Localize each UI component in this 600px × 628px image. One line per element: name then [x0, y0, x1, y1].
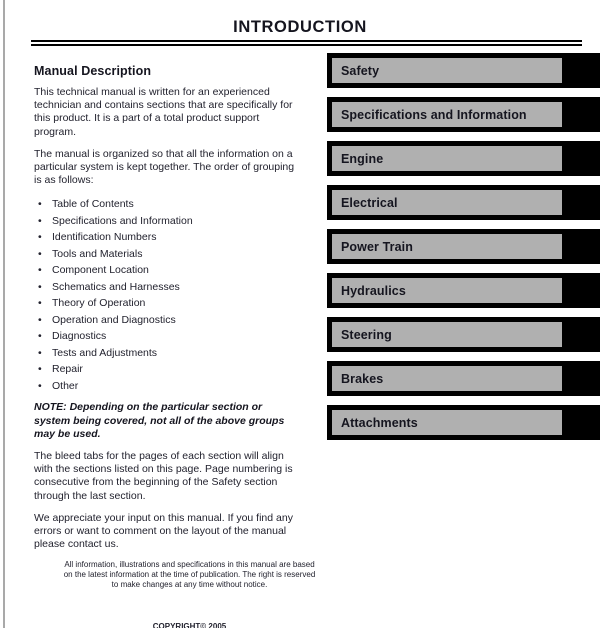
- list-item-label: Repair: [52, 363, 83, 376]
- note-paragraph: NOTE: Depending on the particular section or system being covered, not all of the above groups may be used.: [34, 401, 285, 440]
- bleed-tab-face: [332, 366, 562, 391]
- bullet-icon: •: [38, 346, 42, 359]
- bleed-tab-face: [332, 234, 562, 259]
- bleed-tab-hydraulics[interactable]: [327, 273, 600, 308]
- list-item-label: Specifications and Information: [52, 214, 193, 227]
- section-bleed-tab-column: [327, 53, 600, 449]
- bullet-icon: •: [38, 214, 42, 227]
- bleed-tab-label: Specifications and Information: [341, 107, 527, 122]
- list-item: [34, 229, 300, 246]
- bleed-tab-face: [332, 58, 562, 83]
- bleed-tab-label: Attachments: [341, 415, 418, 430]
- bleed-tab-label: Brakes: [341, 371, 384, 386]
- manual-description-column: [34, 64, 300, 560]
- list-item-label: Component Location: [52, 264, 149, 277]
- footer-disclaimer: All information, illustrations and specifications in this manual are based on the latest information at the time of publication. The right is reserved to make changes at any time without notice.: [63, 560, 316, 590]
- bullet-icon: •: [38, 297, 42, 310]
- list-item-label: Table of Contents: [52, 198, 134, 211]
- list-item-label: Tools and Materials: [52, 247, 143, 260]
- list-item-label: Diagnostics: [52, 330, 107, 343]
- bullet-icon: •: [38, 280, 42, 293]
- footer-copyright: COPYRIGHT© 2005: [152, 622, 227, 628]
- bleed-tab-face: [332, 102, 562, 127]
- bullet-icon: •: [38, 330, 42, 343]
- bleed-tab-attachments[interactable]: [327, 405, 600, 440]
- bleed-tab-steering[interactable]: [327, 317, 600, 352]
- bleed-tab-label: Steering: [341, 327, 392, 342]
- description-paragraph-1: This technical manual is written for an experienced technician and contains sections that are specifically for this product. It is a part of a total product support program.: [34, 86, 293, 138]
- bullet-icon: •: [38, 313, 42, 326]
- bleed-tab-safety[interactable]: [327, 53, 600, 88]
- list-item-label: Other: [52, 379, 79, 392]
- list-item-label: Identification Numbers: [52, 231, 157, 244]
- list-item: [34, 328, 300, 345]
- bleed-tab-label: Engine: [341, 151, 384, 166]
- bullet-icon: •: [38, 379, 42, 392]
- list-item-label: Operation and Diagnostics: [52, 313, 176, 326]
- bleed-tab-face: [332, 146, 562, 171]
- bleed-tab-face: [332, 278, 562, 303]
- bleed-tab-specifications-and-information[interactable]: [327, 97, 600, 132]
- bullet-icon: •: [38, 198, 42, 211]
- list-item: [34, 361, 300, 378]
- description-paragraph-3: The bleed tabs for the pages of each section will align with the sections listed on this page. Page numbering is consecutive from the beginning of the Safety section through the last section.: [34, 450, 293, 502]
- list-item: [34, 246, 300, 263]
- bullet-icon: •: [38, 363, 42, 376]
- description-paragraph-2: The manual is organized so that all the information on a particular system is kept together. The order of grouping is as follows:: [34, 147, 295, 187]
- section-heading: Manual Description: [34, 64, 152, 78]
- list-item-label: Tests and Adjustments: [52, 346, 158, 359]
- bullet-icon: •: [38, 264, 42, 277]
- bleed-tab-face: [332, 322, 562, 347]
- bleed-tab-label: Hydraulics: [341, 283, 406, 298]
- list-item: [34, 312, 300, 329]
- bleed-tab-face: [332, 190, 562, 215]
- list-item: [34, 279, 300, 296]
- page-scan-edge-line: [3, 0, 5, 628]
- section-grouping-list: [34, 196, 300, 394]
- list-item-label: Theory of Operation: [52, 297, 146, 310]
- list-item: [34, 345, 300, 362]
- list-item: [34, 213, 300, 230]
- bleed-tab-power-train[interactable]: [327, 229, 600, 264]
- title-rule-bottom: [31, 44, 582, 46]
- bleed-tab-face: [332, 410, 562, 435]
- bleed-tab-engine[interactable]: [327, 141, 600, 176]
- bullet-icon: •: [38, 247, 42, 260]
- bullet-icon: •: [38, 231, 42, 244]
- bleed-tab-label: Electrical: [341, 195, 398, 210]
- list-item: [34, 196, 300, 213]
- list-item: [34, 378, 300, 395]
- list-item-label: Schematics and Harnesses: [52, 280, 180, 293]
- bleed-tab-electrical[interactable]: [327, 185, 600, 220]
- description-paragraph-4: We appreciate your input on this manual. If you find any errors or want to comment on the layout of the manual please contact us.: [34, 511, 293, 551]
- list-item: [34, 262, 300, 279]
- title-double-rule: [31, 40, 582, 46]
- list-item: [34, 295, 300, 312]
- bleed-tab-label: Safety: [341, 63, 380, 78]
- bleed-tab-brakes[interactable]: [327, 361, 600, 396]
- bleed-tab-label: Power Train: [341, 239, 413, 254]
- page-title: INTRODUCTION: [233, 18, 367, 36]
